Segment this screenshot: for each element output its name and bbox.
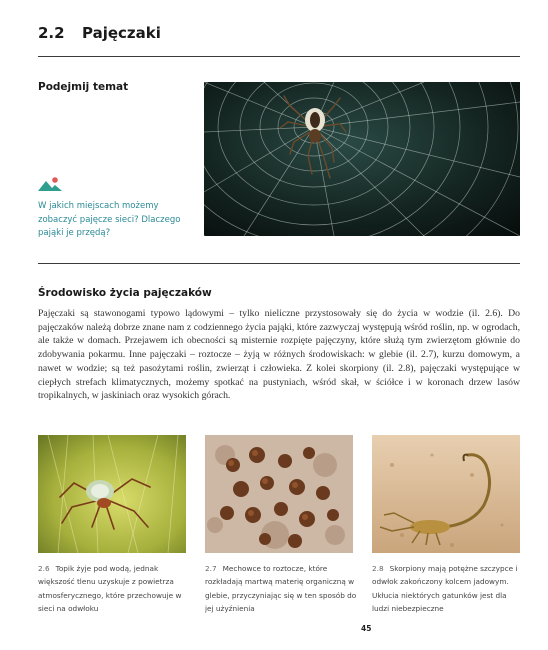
environment-paragraph: Pajęczaki są stawonogami typowo lądowymi – tylko nieliczne przystosowały się do życia w wodzie (il. 2.6). Do pajęczaków należą dobrze znane nam z codziennego życia pająki, które zazwyczaj występują wśród roślin, np. w ogrodach, ale także w domach. Przejawem ich obecności są misternie rozpięte pajęczyny, które służą tym zwierzętom głównie do zdobywania pokarmu. Inne pajęczaki – roztocze – żyją w różnych środowiskach: w glebie (il. 2.7), kurzu domowym, a nawet w wodzie; są też pasożytami roślin, zwierząt i człowieka. Z kolei skorpiony (il. 2.8), pajęczaki występujące w ciepłych strefach klimatycznych, możemy spotkać na pustyniach, wśród skał, w ściółce i w koronach drzew lasów tropikalnych, w jaskiniach oraz wysokich górach.	[38, 308, 520, 402]
page-number: 45	[361, 624, 372, 633]
mountain-icon	[38, 176, 62, 191]
water-spider-photo	[38, 435, 186, 553]
figure-caption-text: Mechowce to roztocze, które rozkładają martwą materię organiczną w glebie, przyczyniając się w ten sposób do jej użyźnienia	[205, 564, 357, 613]
figure-number: 2.6	[38, 564, 50, 573]
environment-heading: Środowisko życia pajęczaków	[38, 287, 212, 299]
scorpion-photo	[372, 435, 520, 553]
section-title: Pajęczaki	[82, 24, 161, 42]
figure-caption-text: Topik żyje pod wodą, jednak większość tlenu uzyskuje z powietrza atmosferycznego, które przechowuje w sieci na odwłoku	[38, 564, 182, 613]
intro-heading: Podejmij temat	[38, 81, 129, 93]
soil-mites-photo	[205, 435, 353, 553]
header-divider	[38, 56, 520, 57]
figure-caption	[205, 562, 357, 615]
figure-caption	[372, 562, 524, 615]
section-divider	[38, 263, 520, 264]
figure-caption-text: Skorpiony mają potężne szczypce i odwłok zakończony kolcem jadowym. Ukłucia niektórych gatunków jest dla ludzi niebezpieczne	[372, 564, 518, 613]
figure-number: 2.8	[372, 564, 384, 573]
section-number: 2.2	[38, 24, 65, 42]
figure-caption	[38, 562, 190, 615]
spider-web-photo	[204, 82, 520, 236]
figure-number: 2.7	[205, 564, 217, 573]
intro-question: W jakich miejscach możemy zobaczyć pajęcze sieci? Dlaczego pająki je przędą?	[38, 201, 181, 238]
